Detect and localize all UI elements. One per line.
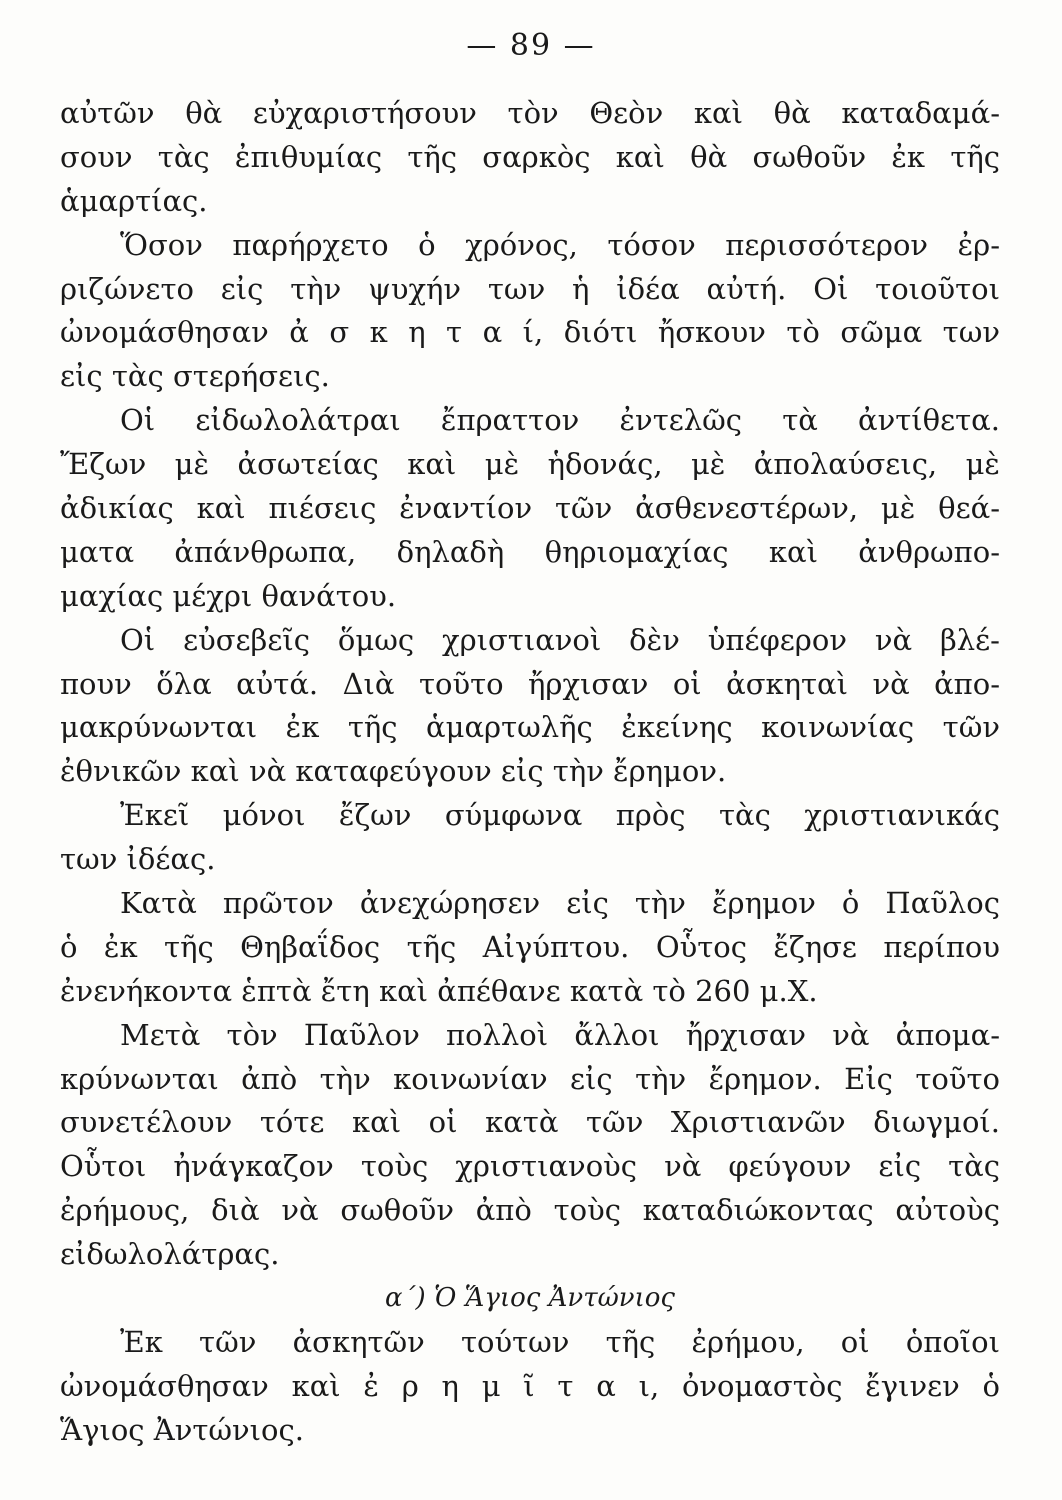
text-line: Οἱ εὐσεβεῖς ὅμως χριστιανοὶ δὲν ὑπέφερον νὰ βλέ- — [120, 622, 1000, 657]
text-line: μακρύνωνται ἐκ τῆς ἁμαρτωλῆς ἐκείνης κοινωνίας τῶν — [60, 710, 1000, 745]
text-line: ἐρήμους, διὰ νὰ σωθοῦν ἀπὸ τοὺς καταδιώκοντας αὐτοὺς — [60, 1193, 1000, 1228]
text-line: κρύνωνται ἀπὸ τὴν κοινωνίαν εἰς τὴν ἔρημον. Εἰς τοῦτο — [60, 1061, 1000, 1096]
text-line: ὁ ἐκ τῆς Θηβαΐδος τῆς Αἰγύπτου. Οὗτος ἔζησε περίπου — [60, 929, 1000, 964]
text-line: μαχίας μέχρι θανάτου. — [60, 578, 397, 613]
text-line: ἐνενήκοντα ἑπτὰ ἔτη καὶ ἀπέθανε κατὰ τὸ 260 μ.Χ. — [60, 973, 818, 1008]
text-line: Ἅγιος Ἀντώνιος. — [60, 1412, 304, 1447]
text-line: πουν ὅλα αὐτά. Διὰ τοῦτο ἤρχισαν οἱ ἀσκηταὶ νὰ ἀπο- — [60, 666, 1000, 701]
body-text — [60, 92, 1000, 1453]
text-line: Ἐκεῖ μόνοι ἔζων σύμφωνα πρὸς τὰς χριστιανικάς — [120, 798, 1000, 833]
text-line: ὠνομάσθησαν ἀ σ κ η τ α ί, διότι ἤσκουν τὸ σῶμα των — [60, 315, 1000, 350]
text-line: Ὅσον παρήρχετο ὁ χρόνος, τόσον περισσότερον ἐρ- — [120, 227, 1000, 262]
text-line: ἐθνικῶν καὶ νὰ καταφεύγουν εἰς τὴν ἔρημον. — [60, 754, 727, 789]
text-line: αὐτῶν θὰ εὐχαριστήσουν τὸν Θεὸν καὶ θὰ καταδαμά- — [60, 96, 1000, 130]
text-line: των ἰδέας. — [60, 842, 216, 877]
text-line: ριζώνετο εἰς τὴν ψυχήν των ἡ ἰδέα αὐτή. Οἱ τοιοῦτοι — [60, 271, 1000, 306]
text-line: ἀδικίας καὶ πιέσεις ἐναντίον τῶν ἀσθενεστέρων, μὲ θεά- — [60, 491, 1000, 526]
paragraphs — [60, 92, 1000, 1277]
text-line: Οἱ εἰδωλολάτραι ἔπραττον ἐντελῶς τὰ ἀντίθετα. — [120, 403, 1000, 438]
text-line: εἰς τὰς στερήσεις. — [60, 359, 330, 394]
page-number: — 89 — — [466, 28, 596, 63]
text-line: σουν τὰς ἐπιθυμίας τῆς σαρκὸς καὶ θὰ σωθοῦν ἐκ τῆς — [60, 139, 1000, 174]
text-line: Οὗτοι ἠνάγκαζον τοὺς χριστιανοὺς νὰ φεύγουν εἰς τὰς — [60, 1149, 1000, 1184]
text-line: Ἐκ τῶν ἀσκητῶν τούτων τῆς ἐρήμου, οἱ ὁποῖοι — [120, 1324, 1000, 1359]
text-line: Κατὰ πρῶτον ἀνεχώρησεν εἰς τὴν ἔρημον ὁ Παῦλος — [120, 886, 1000, 921]
text-line: Ἔζων μὲ ἀσωτείας καὶ μὲ ἡδονάς, μὲ ἀπολαύσεις, μὲ — [60, 447, 1000, 482]
final-paragraph — [60, 1321, 1000, 1453]
text-line: ματα ἀπάνθρωπα, δηλαδὴ θηριομαχίας καὶ ἀνθρωπο- — [60, 534, 1000, 569]
section-heading: α΄) Ὁ Ἅγιος Ἀντώνιος — [384, 1283, 675, 1314]
text-line: ἁμαρτίας. — [60, 183, 208, 218]
text-line: συνετέλουν τότε καὶ οἱ κατὰ τῶν Χριστιανῶν διωγμοί. — [60, 1105, 1000, 1140]
text-line: εἰδωλολάτρας. — [60, 1237, 280, 1272]
text-line: Μετὰ τὸν Παῦλον πολλοὶ ἄλλοι ἤρχισαν νὰ ἀπομα- — [120, 1017, 1000, 1052]
text-line: ὠνομάσθησαν καὶ ἐ ρ η μ ῖ τ α ι, ὀνομαστὸς ἔγινεν ὁ — [60, 1368, 1000, 1403]
